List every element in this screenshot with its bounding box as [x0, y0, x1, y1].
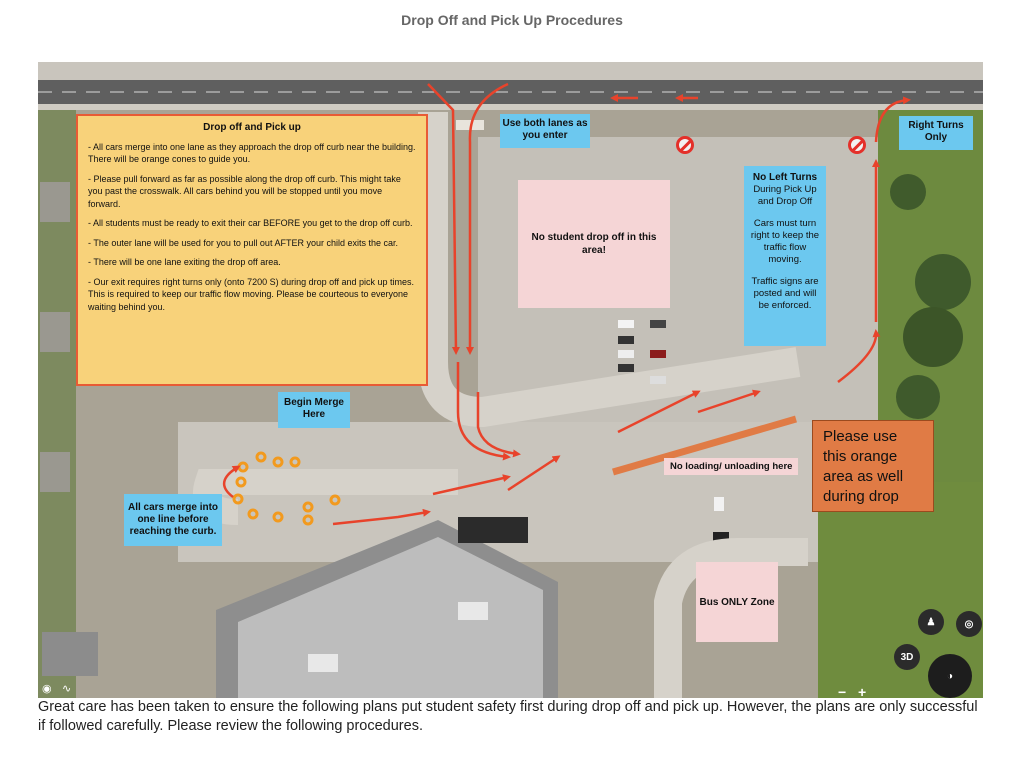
- 3d-toggle-button[interactable]: 3D: [894, 644, 920, 670]
- no-left-turns-body: Traffic signs are posted and will be enforced.: [751, 276, 819, 311]
- procedure-item: - Our exit requires right turns only (onto 7200 S) during drop off and pick up times. This is required to keep our traffic flow moving. Please be courteous to everyone waiting behind you.: [88, 276, 414, 312]
- globe-icon[interactable]: ◑: [928, 654, 972, 698]
- no-entry-sign-icon: [676, 136, 694, 154]
- no-left-turns-subtitle: During Pick Up and Drop Off: [753, 184, 817, 207]
- procedure-item: - All students must be ready to exit their car BEFORE you get to the drop off curb.: [88, 218, 413, 228]
- zoom-in-button[interactable]: +: [858, 684, 867, 698]
- bus-only-zone: Bus ONLY Zone: [696, 562, 778, 642]
- orange-area-note: Please use this orange area as well during drop: [812, 420, 934, 512]
- location-icon[interactable]: ◎: [956, 611, 982, 637]
- map-pin-icon: ◉: [42, 683, 52, 695]
- pegman-icon[interactable]: ♟: [918, 609, 944, 635]
- procedure-item: - The outer lane will be used for you to pull out AFTER your child exits the car.: [88, 237, 398, 248]
- zoom-out-button[interactable]: −: [838, 684, 847, 698]
- procedures-heading: Drop off and Pick up: [203, 122, 301, 133]
- right-turns-only-label: Right Turns Only: [899, 116, 973, 150]
- no-entry-sign-icon: [848, 136, 866, 154]
- no-left-turns-label: [744, 166, 826, 346]
- no-left-turns-body: Cars must turn right to keep the traffic flow moving.: [750, 218, 820, 265]
- procedures-box: [76, 114, 428, 386]
- no-loading-label: No loading/ unloading here: [664, 458, 798, 475]
- begin-merge-label: Begin Merge Here: [278, 392, 350, 428]
- aerial-map[interactable]: [38, 62, 983, 698]
- footer-text: Great care has been taken to ensure the following plans put student safety first during drop off and pick up. However, the plans are only successful if followed carefully. Please review the following procedures.: [38, 699, 978, 734]
- no-student-dropoff-zone: No student drop off in this area!: [518, 180, 670, 308]
- use-both-lanes-label: Use both lanes as you enter: [500, 114, 590, 148]
- procedure-item: - There will be one lane exiting the drop off area.: [88, 257, 281, 267]
- procedure-item: - Please pull forward as far as possible along the drop off curb. This might take you past the crosswalk. All cars behind you will be stopped until you move forward.: [88, 173, 401, 209]
- procedure-item: - All cars merge into one lane as they approach the drop off curb near the building. There will be orange cones to guide you.: [88, 141, 416, 164]
- no-left-turns-title: No Left Turns: [752, 172, 818, 183]
- street-view-icon: ∿: [62, 683, 72, 695]
- all-cars-merge-label: All cars merge into one line before reaching the curb.: [124, 494, 222, 546]
- page-title: Drop Off and Pick Up Procedures: [401, 12, 623, 28]
